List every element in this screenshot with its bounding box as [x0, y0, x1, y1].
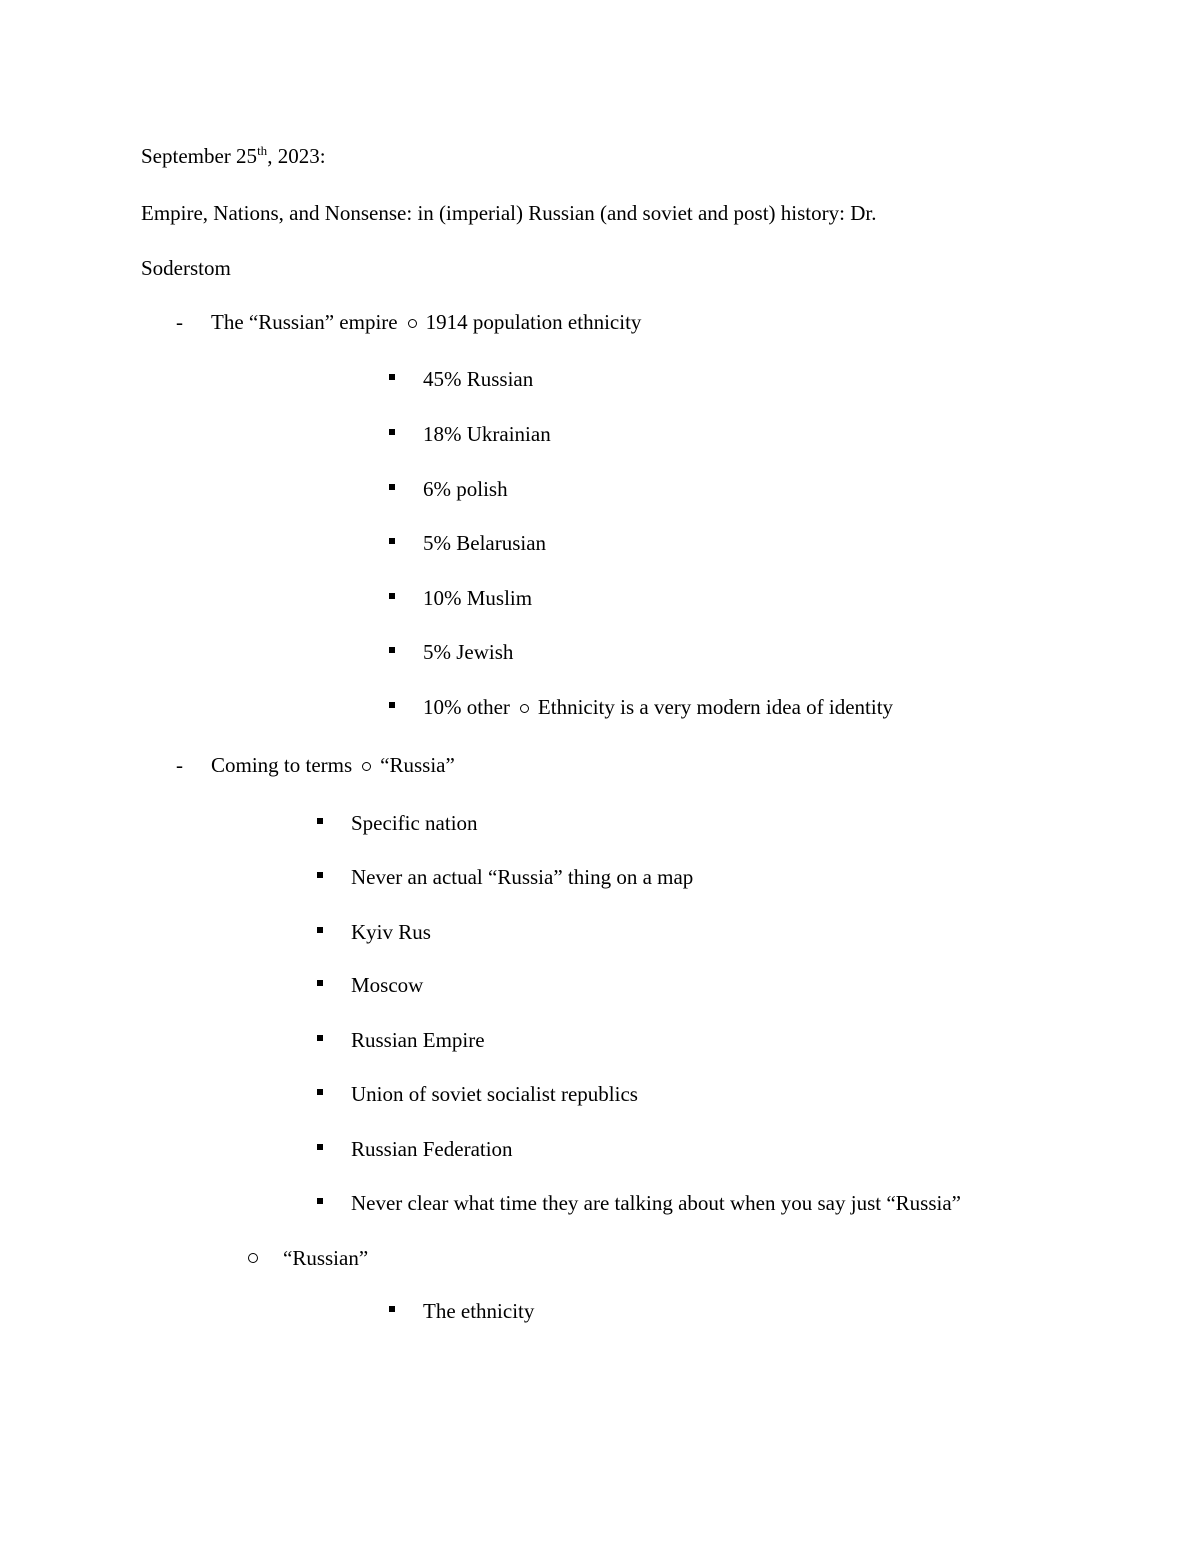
title-line-2: Soderstom [141, 256, 231, 280]
square-bullet-icon [317, 1089, 323, 1095]
date-line [141, 143, 326, 169]
dash-bullet: - [176, 753, 183, 777]
square-bullet-icon [389, 484, 395, 490]
square-bullet-icon [317, 1035, 323, 1041]
list-item: Kyiv Rus [351, 920, 431, 944]
date-superscript: th [257, 143, 268, 158]
list-item: 6% polish [423, 477, 508, 501]
list-item: 18% Ukrainian [423, 422, 551, 446]
square-bullet-icon [389, 593, 395, 599]
square-bullet-icon [389, 1306, 395, 1312]
section2-sub: “Russia” [380, 753, 455, 777]
hollow-circle-bullet-icon [362, 762, 371, 771]
trailing-sub-text: Ethnicity is a very modern idea of identity [537, 695, 894, 719]
title-line-1: Empire, Nations, and Nonsense: in (imperial) Russian (and soviet and post) history: Dr. [141, 201, 877, 225]
section1-heading-line [211, 309, 641, 335]
square-bullet-icon [317, 818, 323, 824]
list-item: Russian Federation [351, 1137, 513, 1161]
square-bullet-icon [389, 429, 395, 435]
square-bullet-icon [317, 927, 323, 933]
section1-heading: The “Russian” empire [211, 310, 398, 334]
dash-bullet: - [176, 310, 183, 334]
square-bullet-icon [317, 1198, 323, 1204]
list-item: The ethnicity [423, 1299, 535, 1323]
hollow-circle-bullet-icon [520, 704, 529, 713]
list-item: Union of soviet socialist republics [351, 1082, 638, 1106]
section2-heading: Coming to terms [211, 753, 353, 777]
square-bullet-icon [389, 647, 395, 653]
date-text: September 25 [141, 144, 258, 168]
square-bullet-icon [389, 702, 395, 708]
hollow-circle-bullet-icon [248, 1253, 258, 1263]
list-item: 10% Muslim [423, 586, 533, 610]
list-item: Moscow [351, 973, 424, 997]
list-item: 5% Jewish [423, 640, 514, 664]
square-bullet-icon [389, 374, 395, 380]
square-bullet-icon [389, 538, 395, 544]
square-bullet-icon [317, 872, 323, 878]
section1-sub: 1914 population ethnicity [425, 310, 642, 334]
date-year: , 2023: [267, 144, 326, 168]
square-bullet-icon [317, 980, 323, 986]
list-item: 5% Belarusian [423, 531, 547, 555]
list-item-with-sub [423, 694, 893, 720]
list-item: 45% Russian [423, 367, 534, 391]
list-item: Russian Empire [351, 1028, 485, 1052]
list-item: Specific nation [351, 811, 478, 835]
square-bullet-icon [317, 1144, 323, 1150]
sub-heading: “Russian” [283, 1246, 369, 1270]
section2-heading-line [211, 752, 455, 778]
list-item-text: 10% other [423, 695, 510, 719]
list-item: Never an actual “Russia” thing on a map [351, 865, 694, 889]
hollow-circle-bullet-icon [408, 319, 417, 328]
list-item: Never clear what time they are talking about when you say just “Russia” [351, 1191, 961, 1215]
